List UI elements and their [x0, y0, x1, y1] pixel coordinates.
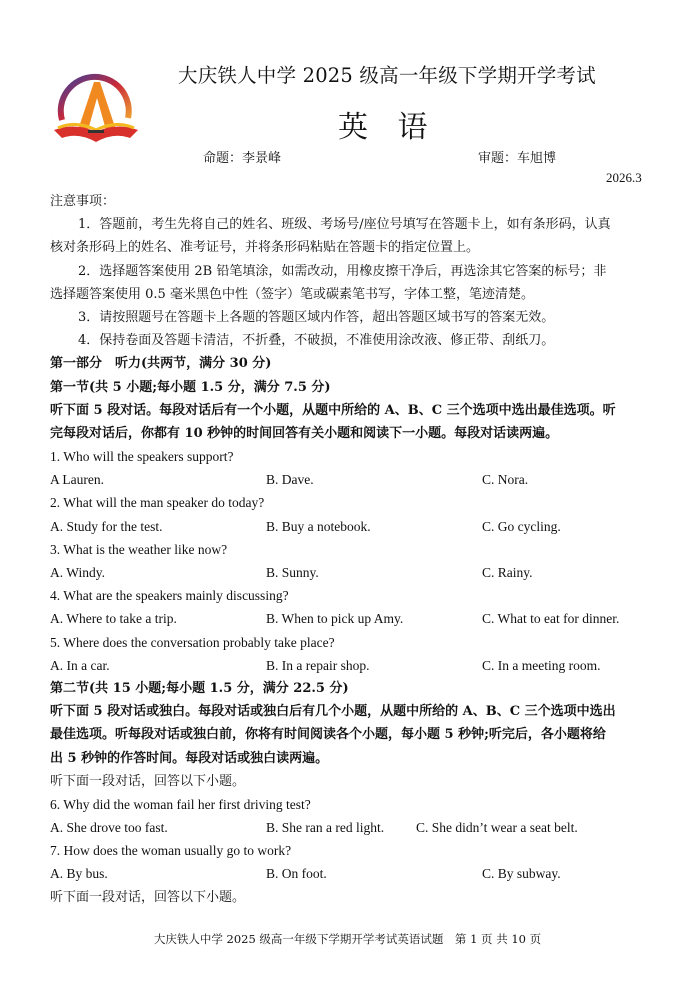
options-row [50, 468, 650, 491]
option-a: A. Windy. [50, 565, 105, 580]
question: 2. What will the man speaker do today? [50, 495, 265, 511]
option-c: C. By subway. [482, 866, 561, 882]
option-c: C. What to eat for dinner. [482, 611, 620, 627]
section2-instruction: 最佳选项。听每段对话或独白前，你将有时间阅读各个小题，每小题 5 秒钟;听完后，各小题将给 [50, 727, 606, 743]
exam-body [50, 190, 650, 909]
dialogue-prompt: 听下面一段对话，回答以下小题。 [50, 773, 246, 789]
question: 5. Where does the conversation probably take place? [50, 634, 335, 650]
option-a: A. By bus. [50, 866, 108, 882]
school-logo [50, 68, 142, 148]
option-b: B. Sunny. [266, 565, 319, 580]
subject-title: 英 语 [338, 110, 438, 145]
option-b: B. When to pick up Amy. [266, 611, 404, 627]
option-a: A. In a car. [50, 657, 110, 673]
notice-line: 2．选择题答案使用 2B 铅笔填涂，如需改动，用橡皮擦干净后，再选涂其它答案的标号；非 [78, 263, 607, 279]
options-row [50, 561, 650, 584]
options-row [50, 654, 650, 677]
options-row [50, 816, 650, 839]
option-c: C. Nora. [482, 472, 529, 488]
option-a: A. Study for the test. [50, 518, 163, 534]
exam-title: 大庆铁人中学 2025 级高一年级下学期开学考试 [178, 64, 596, 87]
section1-instruction: 听下面 5 段对话。每段对话后有一个小题，从题中所给的 A、B、C 三个选项中选出最佳选项。听 [50, 402, 616, 418]
option-c: C. Go cycling. [482, 518, 561, 534]
section2-instruction: 听下面 5 段对话或独白。每段对话或独白后有几个小题，从题中所给的 A、B、C 三个选项中选出 [50, 704, 616, 720]
exam-date: 2026.3 [606, 170, 642, 185]
part1-heading: 第一部分 听力(共两节，满分 30 分) [50, 356, 272, 372]
option-a: A. Where to take a trip. [50, 611, 177, 627]
section2-heading: 第二节(共 15 小题;每小题 1.5 分，满分 22.5 分) [50, 680, 349, 696]
question: 1. Who will the speakers support? [50, 449, 234, 465]
option-a: A Lauren. [50, 472, 104, 488]
option-b: B. Dave. [266, 472, 314, 488]
option-b: B. On foot. [266, 866, 327, 882]
question: 7. How does the woman usually go to work? [50, 843, 292, 859]
options-row [50, 515, 650, 538]
question: 4. What are the speakers mainly discussing? [50, 588, 289, 604]
options-row [50, 607, 650, 630]
section1-heading: 第一节(共 5 小题;每小题 1.5 分，满分 7.5 分) [50, 379, 331, 395]
option-b: B. In a repair shop. [266, 657, 370, 673]
page-footer: 大庆铁人中学 2025 级高一年级下学期开学考试英语试题 第 1 页 共 10 页 [153, 932, 542, 946]
notice-line: 1．答题前，考生先将自己的姓名、班级、考场号/座位号填写在答题卡上，如有条形码，认真 [78, 217, 611, 233]
option-b: B. Buy a notebook. [266, 518, 371, 534]
section2-instruction: 出 5 秒钟的作答时间。每段对话或独白读两遍。 [50, 750, 329, 766]
notice-line: 4．保持卷面及答题卡清洁，不折叠，不破损，不准使用涂改液、修正带、刮纸刀。 [78, 333, 555, 349]
option-a: A. She drove too fast. [50, 820, 168, 836]
option-c: C. She didn’t wear a seat belt. [416, 820, 578, 836]
question: 6. Why did the woman fail her first driving test? [50, 796, 311, 812]
notice-line: 选择题答案使用 0.5 毫米黑色中性（签字）笔或碳素笔书写，字体工整，笔迹清楚。 [50, 286, 534, 302]
option-c: C. Rainy. [482, 565, 533, 580]
notice-line: 3．请按照题号在答题卡上各题的答题区域内作答，超出答题区域书写的答案无效。 [78, 309, 555, 325]
author: 命题：李景峰 [203, 151, 282, 166]
question: 3. What is the weather like now? [50, 541, 228, 557]
notice-heading: 注意事项： [50, 194, 116, 209]
reviewer: 审题：车旭博 [478, 151, 557, 166]
options-row [50, 862, 650, 885]
dialogue-prompt: 听下面一段对话，回答以下小题。 [50, 889, 246, 905]
option-b: B. She ran a red light. [266, 820, 385, 836]
section1-instruction: 完每段对话后，你都有 10 秒钟的时间回答有关小题和阅读下一小题。每段对话读两遍。 [50, 425, 559, 441]
notice-line: 核对条形码上的姓名、准考证号，并将条形码粘贴在答题卡的指定位置上。 [50, 240, 480, 256]
option-c: C. In a meeting room. [482, 657, 601, 673]
